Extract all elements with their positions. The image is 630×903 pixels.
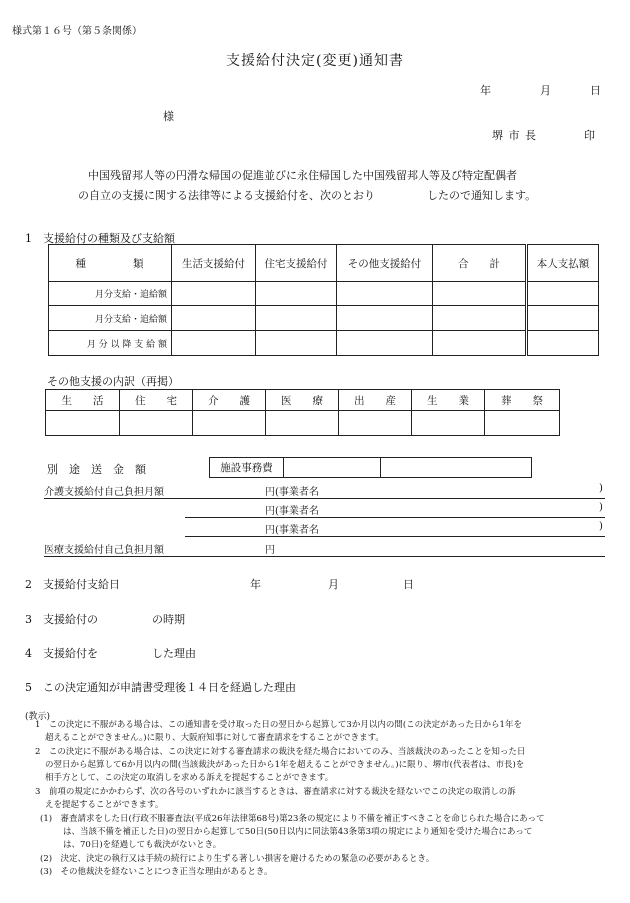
note-line: 1 この決定に不服がある場合は、この通知書を受け取った日の翌日から起算して3か月以内の間(この決定があった日から1年を <box>35 720 522 730</box>
header-care: 介 護 <box>193 390 266 411</box>
cell <box>46 411 120 436</box>
paren-close-2: ) <box>599 502 603 513</box>
note-line: (2) 決定、決定の執行又は手続の続行により生ずる著しい損害を避けるための緊急の必要があるとき。 <box>40 854 435 864</box>
header-housing: 住宅支援給付 <box>256 245 337 282</box>
cell <box>193 411 266 436</box>
cell <box>120 411 193 436</box>
cell <box>433 331 526 356</box>
care-yen-provider-1: 円(事業者名 <box>265 487 319 498</box>
note-line: は、70日)を経過しても裁決がないとき。 <box>63 840 222 850</box>
date-day: 日 <box>590 84 601 97</box>
paren-close-1: ) <box>599 483 603 494</box>
row-label-monthly-2: 月分支給・追給額 <box>49 306 172 331</box>
remittance-label: 別 途 送 金 額 <box>47 463 146 476</box>
header-occupation: 生 業 <box>412 390 485 411</box>
header-other: その他支援給付 <box>337 245 433 282</box>
notes-title: (教示) <box>25 712 51 722</box>
facility-fee-label: 施設事務費 <box>210 458 284 478</box>
cell <box>381 458 535 478</box>
note-line: 2 この決定に不服がある場合は、この決定に対する審査請求の裁決を経た場合においてのみ、当該裁決のあったことを知った日 <box>35 747 526 757</box>
section-2-title: 2 支援給付支給日 <box>25 578 120 591</box>
header-living: 生 活 <box>46 390 120 411</box>
header-funeral: 葬 祭 <box>485 390 560 411</box>
care-yen-provider-3: 円(事業者名 <box>265 525 319 536</box>
intro-line-1: 中国残留邦人等の円滑な帰国の促進並びに永住帰国した中国残留邦人等及び特定配偶者 <box>88 169 517 182</box>
row-label-monthly-1: 月分支給・追給額 <box>49 282 172 306</box>
row-label-after: 月 分 以 降 支 給 額 <box>49 331 172 356</box>
header-living: 生活支援給付 <box>172 245 256 282</box>
note-line: 超えることができません。)に限り、大阪府知事に対して審査請求をすることができます。 <box>45 733 384 743</box>
s2-year: 年 <box>250 578 261 591</box>
note-line: 3 前項の規定にかかわらず、次の各号のいずれかに該当するときは、審査請求に対する裁決を経ないでこの決定の取消しの訴 <box>35 787 516 797</box>
note-line: は、当該不備を補正した日)の翌日から起算して50日(50日以内に同法第43条第3項の規定により通知を受けた場合にあって <box>63 827 533 837</box>
medical-self-pay-label: 医療支援給付自己負担月額 <box>44 545 164 556</box>
header-total: 合 計 <box>433 245 526 282</box>
addressee-suffix: 様 <box>163 110 174 123</box>
header-housing: 住 宅 <box>120 390 193 411</box>
cell <box>266 411 339 436</box>
issuer-name: 堺 市 長 <box>492 129 537 142</box>
cell <box>172 282 256 306</box>
cell <box>256 331 337 356</box>
remittance-table <box>209 457 534 478</box>
section-3-title-a: 3 支援給付の <box>25 613 98 626</box>
s2-day: 日 <box>403 578 414 591</box>
note-line: えを提起することができます。 <box>45 800 164 810</box>
cell <box>337 306 433 331</box>
note-line: (1) 審査請求をした日(行政不服審査法(平成26年法律第68号)第23条の規定により不備を補正すべきことを命じられた場合にあって <box>40 814 545 824</box>
cell <box>256 306 337 331</box>
header-type: 種 類 <box>49 245 172 282</box>
note-line: の翌日から起算して6か月以内の間(当該裁決があった日から1年を超えることができません。)に限り、堺市(代表者は、市長)を <box>45 760 525 770</box>
cell <box>339 411 412 436</box>
cell <box>433 306 526 331</box>
note-line: 相手方として、この決定の取消しを求める訴えを提起することができます。 <box>45 773 334 783</box>
cell <box>528 331 599 356</box>
date-month: 月 <box>540 84 551 97</box>
section-4-title-a: 4 支援給付を <box>25 647 98 660</box>
cell <box>412 411 485 436</box>
medical-yen: 円 <box>265 545 275 556</box>
section-1-title: 1 支援給付の種類及び支給額 <box>25 232 175 245</box>
cell <box>172 331 256 356</box>
self-payment-table <box>527 244 599 356</box>
section-4-title-b: した理由 <box>152 647 196 660</box>
cell <box>433 282 526 306</box>
cell <box>172 306 256 331</box>
s2-month: 月 <box>328 578 339 591</box>
note-line: (3) その他裁決を経ないことにつき正当な理由があるとき。 <box>40 867 273 877</box>
page-title: 支援給付決定(変更)通知書 <box>226 53 404 69</box>
cell <box>528 306 599 331</box>
section-3-title-b: の時期 <box>152 613 185 626</box>
section-5-title: 5 この決定通知が申請書受理後１４日を経過した理由 <box>25 681 296 694</box>
care-yen-provider-2: 円(事業者名 <box>265 506 319 517</box>
header-medical: 医 療 <box>266 390 339 411</box>
intro-line-2b: したので通知します。 <box>427 189 537 202</box>
date-year: 年 <box>480 84 491 97</box>
seal-mark: 印 <box>584 129 595 142</box>
cell <box>256 282 337 306</box>
cell <box>337 282 433 306</box>
paren-close-3: ) <box>599 521 603 532</box>
form-number: 様式第１６号（第５条関係） <box>12 26 142 37</box>
benefit-amount-table <box>48 244 526 356</box>
other-support-breakdown-table <box>45 389 560 436</box>
cell <box>528 282 599 306</box>
cell <box>485 411 560 436</box>
cell <box>337 331 433 356</box>
care-self-pay-label: 介護支援給付自己負担月額 <box>44 487 164 498</box>
cell <box>284 458 381 478</box>
breakdown-title: その他支援の内訳（再掲） <box>47 375 179 388</box>
header-self-payment: 本人支払額 <box>528 245 599 282</box>
header-childbirth: 出 産 <box>339 390 412 411</box>
intro-line-2a: の自立の支援に関する法律等による支援給付を、次のとおり <box>78 189 375 202</box>
